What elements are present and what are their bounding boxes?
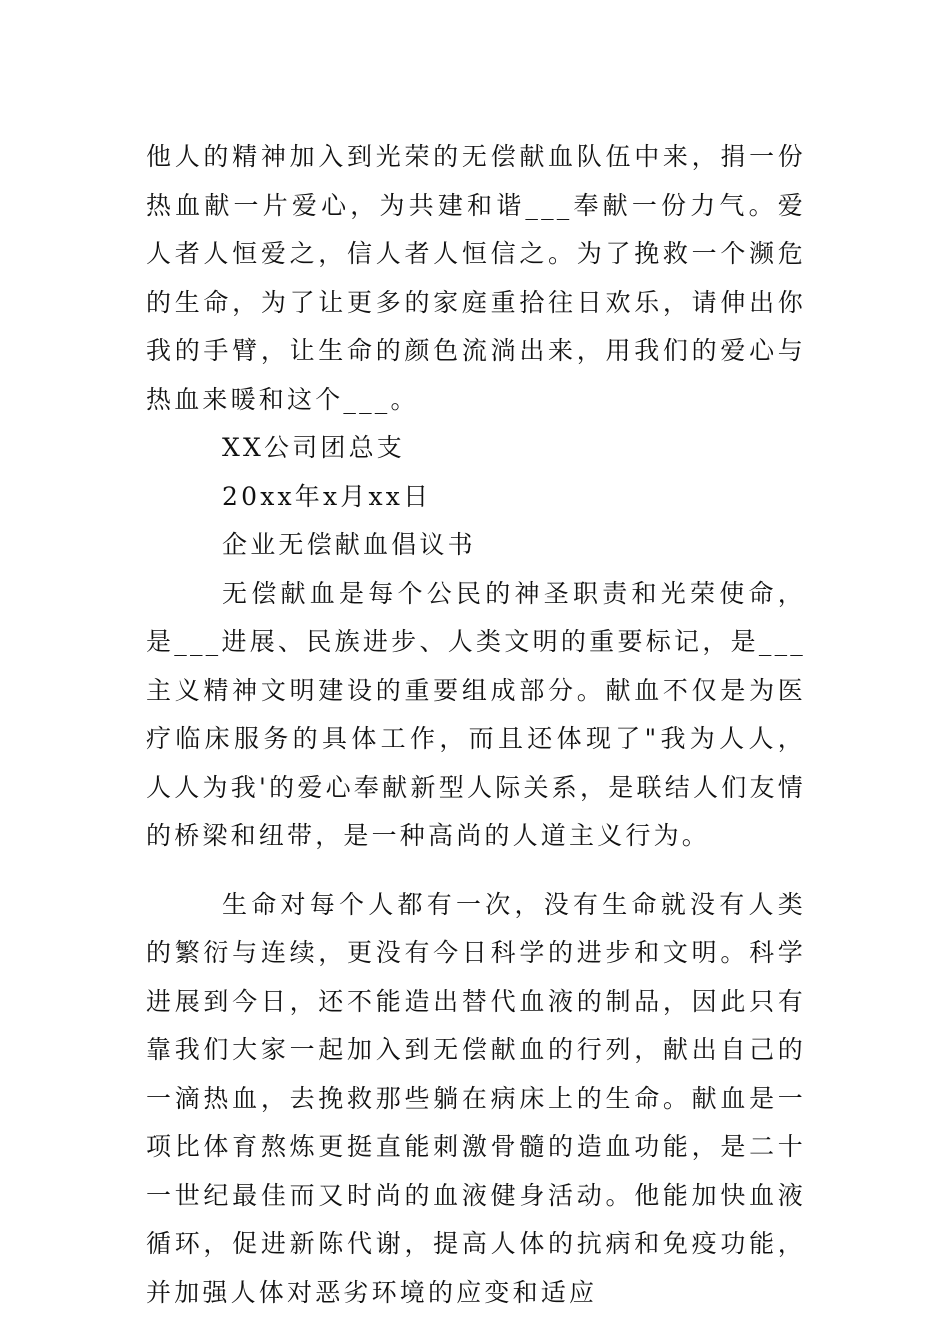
paragraph-intro: 无偿献血是每个公民的神圣职责和光荣使命，是___进展、民族进步、人类文明的重要标记，是___主义精神文明建设的重要组成部分。献血不仅是为医疗临床服务的具体工作，而且还体现了"我为人人，人人为我'的爱心奉献新型人际关系，是联结人们友情的桥梁和纽带，是一种高尚的人道主义行为。 bbox=[146, 578, 806, 850]
signature-organization: XX公司团总支 bbox=[222, 433, 405, 462]
document-body bbox=[146, 133, 806, 1317]
paragraph-life: 生命对每个人都有一次，没有生命就没有人类的繁衍与连续，更没有今日科学的进步和文明。科学进展到今日，还不能造出替代血液的制品，因此只有靠我们大家一起加入到无偿献血的行列，献出自己的一滴热血，去挽救那些躺在病床上的生命。献血是一项比体育熬炼更挺直能刺激骨髓的造血功能，是二十一世纪最佳而又时尚的血液健身活动。他能加快血液循环，促进新陈代谢，提高人体的抗病和免疫功能，并加强人体对恶劣环境的应变和适应 bbox=[146, 889, 806, 1307]
paragraph-gap bbox=[146, 861, 806, 881]
paragraph-continuation: 他人的精神加入到光荣的无偿献血队伍中来，捐一份热血献一片爱心，为共建和谐___奉献一份力气。爱人者人恒爱之，信人者人恒信之。为了挽救一个濒危的生命，为了让更多的家庭重拾往日欢乐，请伸出你我的手臂，让生命的颜色流淌出来，用我们的爱心与热血来暖和这个___。 bbox=[146, 142, 806, 414]
signature-date: 20xx年x月xx日 bbox=[222, 481, 432, 511]
document-heading: 企业无偿献血倡议书 bbox=[222, 530, 476, 559]
